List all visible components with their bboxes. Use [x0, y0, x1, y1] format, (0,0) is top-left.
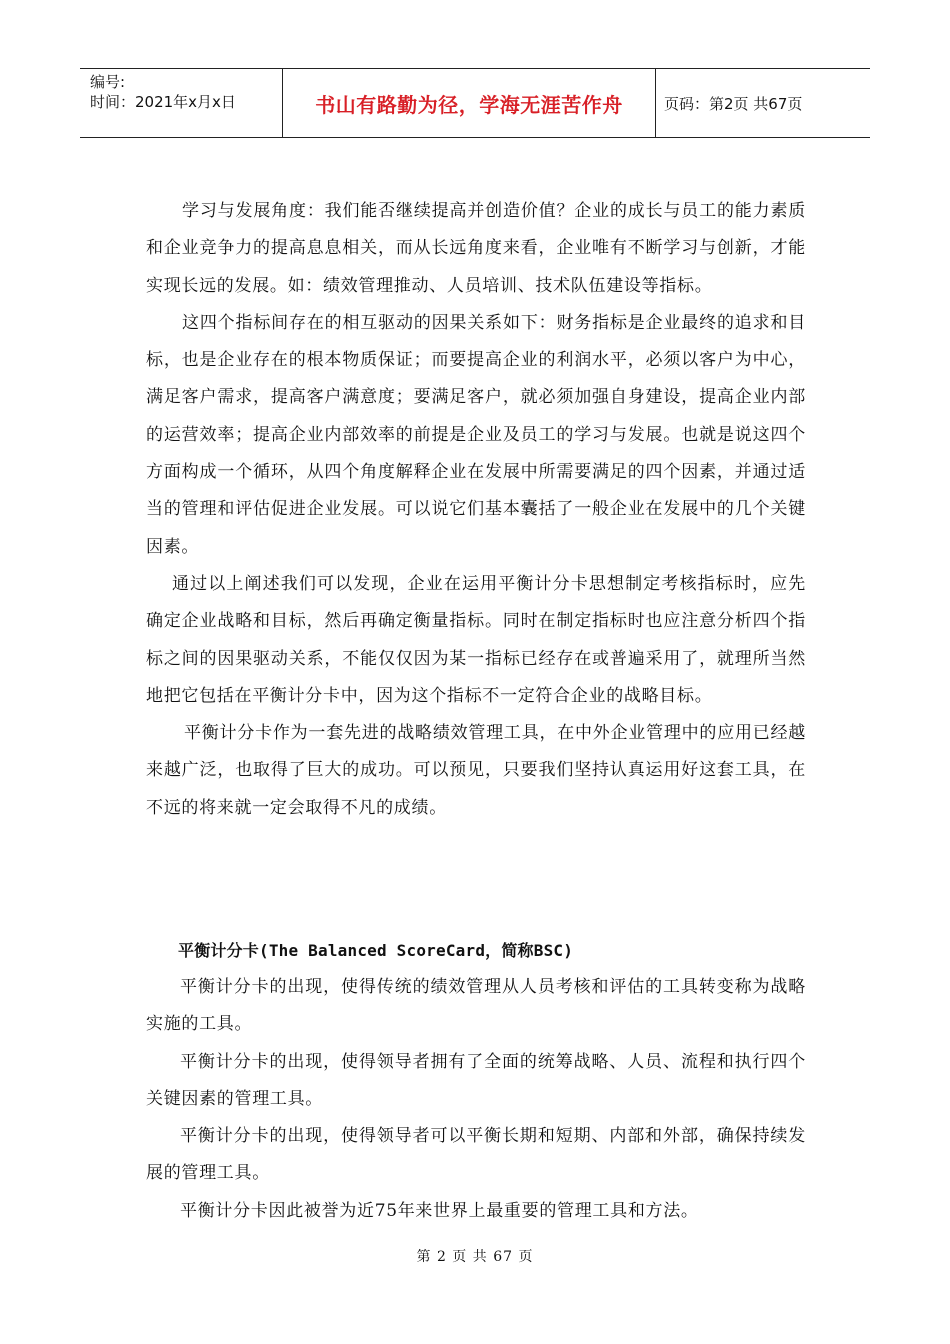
page-footer: 第 2 页 共 67 页	[416, 1249, 534, 1265]
time-label: 时间：2021年x月x日	[90, 93, 236, 111]
section-body	[146, 969, 806, 1230]
paragraph-learning: 学习与发展角度：我们能否继续提高并创造价值？企业的成长与员工的能力素质和企业竞争力的提高息息相关，而从长远角度来看，企业唯有不断学习与创新，才能实现长远的发展。如：绩效管理推动、人员培训、技术队伍建设等指标。	[146, 201, 806, 296]
paragraph-causality: 这四个指标间存在的相互驱动的因果关系如下：财务指标是企业最终的追求和目标，也是企业存在的根本物质保证；而要提高企业的利润水平，必须以客户为中心，满足客户需求，提高客户满意度；要满足客户，就必须加强自身建设，提高企业内部的运营效率；提高企业内部效率的前提是企业及员工的学习与发展。也就是说这四个方面构成一个循环，从四个角度解释企业在发展中所需要满足的四个因素，并通过适当的管理和评估促进企业发展。可以说它们基本囊括了一般企业在发展中的几个关键因素。	[146, 312, 806, 557]
section-title: 平衡计分卡(The Balanced ScoreCard，简称BSC)	[178, 941, 574, 960]
header-motto-cell	[282, 69, 656, 137]
header-meta	[80, 69, 282, 137]
header-page-info-cell	[656, 69, 870, 137]
page-info: 页码：第2页 共67页	[664, 94, 803, 113]
section-paragraph: 平衡计分卡因此被誉为近75年来世界上最重要的管理工具和方法。	[180, 1200, 699, 1221]
page-header	[80, 68, 870, 138]
motto: 书山有路勤为径，学海无涯苦作舟	[315, 92, 623, 117]
section-paragraph: 平衡计分卡的出现，使得领导者拥有了全面的统筹战略、人员、流程和执行四个关键因素的管理工具。	[146, 1051, 806, 1109]
paragraph-outlook: 平衡计分卡作为一套先进的战略绩效管理工具，在中外企业管理中的应用已经越来越广泛，也取得了巨大的成功。可以预见，只要我们坚持认真运用好这套工具，在不远的将来就一定会取得不凡的成绩。	[146, 723, 806, 818]
section-paragraph: 平衡计分卡的出现，使得领导者可以平衡长期和短期、内部和外部，确保持续发展的管理工具。	[146, 1126, 806, 1184]
body-text	[146, 193, 806, 827]
code-label: 编号:	[90, 73, 126, 91]
section-paragraph: 平衡计分卡的出现，使得传统的绩效管理从人员考核和评估的工具转变称为战略实施的工具。	[146, 977, 806, 1035]
paragraph-conclusion: 通过以上阐述我们可以发现，企业在运用平衡计分卡思想制定考核指标时，应先确定企业战略和目标，然后再确定衡量指标。同时在制定指标时也应注意分析四个指标之间的因果驱动关系，不能仅仅因为某一指标已经存在或普遍采用了，就理所当然地把它包括在平衡计分卡中，因为这个指标不一定符合企业的战略目标。	[146, 573, 806, 706]
